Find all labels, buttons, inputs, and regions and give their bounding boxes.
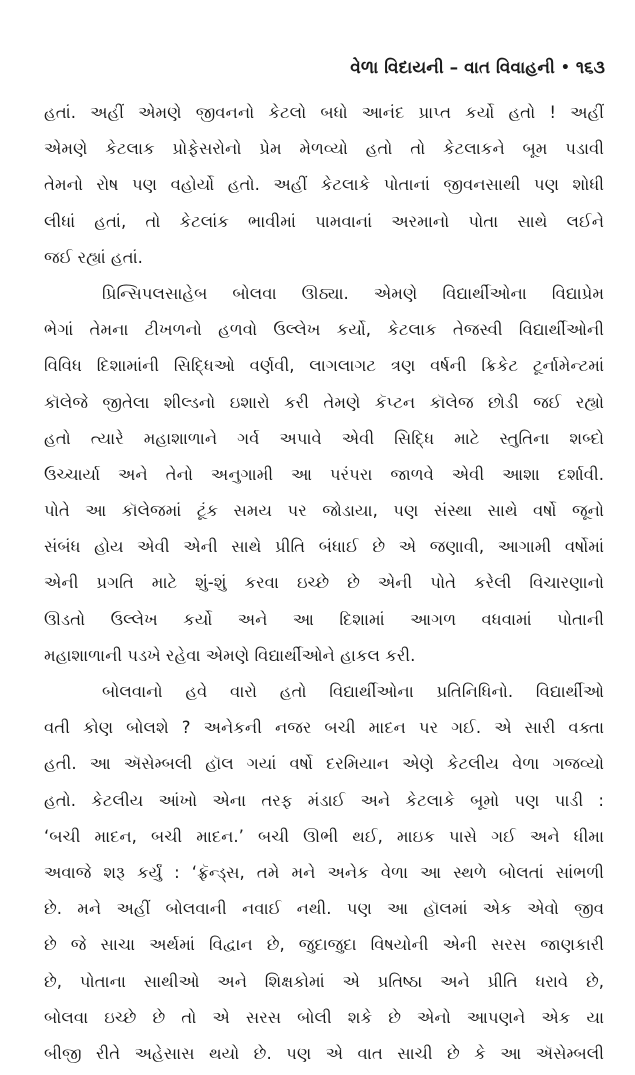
page-number: ૧૬૩: [575, 58, 605, 78]
text-line: વતી કોણ બોલશે ? અનેકની નજર બચી માદન પર ગઈ. એ સારી વક્તા: [44, 718, 604, 738]
text-line: કૉલેજે જીતેલા શીલ્ડનો ઇશારો કરી તેમણે કૅપ્ટન કૉલેજ છોડી જઈ રહ્યો: [44, 392, 604, 412]
header-bullet: •: [560, 60, 570, 76]
text-line: લીધાં હતાં, તો કેટલાંક ભાવીમાં પામવાનાં અરમાનો પોતા સાથે લઈને: [44, 211, 604, 231]
paragraph-first-line: પ્રિન્સિપલસાહેબ બોલવા ઊઠ્યા. એમણે વિદ્યાર્થીઓના વિદ્યાપ્રેમ: [102, 283, 604, 303]
text-line: અવાજે શરૂ કર્યું : ‘ફ્રૅન્ડ્સ, તમે મને અનેક વેળા આ સ્થળે બોલતાં સાંભળી: [44, 862, 604, 882]
body-text: [44, 98, 604, 1075]
text-line: હતો ત્યારે મહાશાળાને ગર્વ અપાવે એવી સિદ્ધિ માટે સ્તુતિના શબ્દો: [44, 428, 604, 448]
text-line: છે, પોતાના સાથીઓ અને શિક્ષકોમાં એ પ્રતિષ્ઠા અને પ્રીતિ ધરાવે છે,: [44, 971, 604, 991]
running-header: [350, 56, 605, 80]
text-line: એમણે કેટલાક પ્રોફેસરોનો પ્રેમ મેળવ્યો હતો તો કેટલાકને બૂમ પડાવી: [44, 139, 604, 159]
text-line: બોલવા ઇચ્છે છે તો એ સરસ બોલી શકે છે એનો આપણને એક યા: [44, 1007, 604, 1027]
text-line: વિવિધ દિશામાંની સિદ્ધિઓ વર્ણવી, લાગલાગટ ત્રણ વર્ષની ક્રિકેટ ટૂર્નામેન્ટમાં: [44, 356, 604, 376]
text-line: હતો. કેટલીય આંખો એના તરફ મંડાઈ અને કેટલાકે બૂમો પણ પાડી :: [44, 790, 604, 810]
text-line: ઊડતો ઉલ્લેખ કર્યો અને આ દિશામાં આગળ વધવામાં પોતાની: [44, 609, 604, 629]
text-line: હતાં. અહીં એમણે જીવનનો કેટલો બધો આનંદ પ્રાપ્ત કર્યો હતો ! અહીં: [44, 103, 604, 122]
text-line: ઉચ્ચાર્યા અને તેનો અનુગામી આ પરંપરા જાળવે એવી આશા દર્શાવી.: [44, 464, 604, 484]
text-line: જઈ રહ્યાં હતાં.: [44, 247, 143, 267]
text-line: બીજી રીતે અહેસાસ થયો છે. પણ એ વાત સાચી છે કે આ ઍસેમ્બલી: [44, 1043, 604, 1063]
text-line: ભેગાં તેમના ટીખળનો હળવો ઉલ્લેખ કર્યો, કેટલાક તેજસ્વી વિદ્યાર્થીઓની: [44, 320, 604, 340]
text-line: તેમનો રોષ પણ વહોર્યો હતો. અહીં કેટલાકે પોતાનાં જીવનસાથી પણ શોધી: [44, 175, 604, 195]
text-line: છે. મને અહીં બોલવાની નવાઈ નથી. પણ આ હૉલમાં એક એવો જીવ: [44, 899, 604, 919]
paragraph-first-line: બોલવાનો હવે વારો હતો વિદ્યાર્થીઓના પ્રતિનિધિનો. વિદ્યાર્થીઓ: [102, 682, 604, 701]
text-line: છે જે સાચા અર્થમાં વિદ્વાન છે, જુદાજુદા વિષયોની એની સરસ જાણકારી: [44, 935, 604, 955]
text-line: હતી. આ ઍસેમ્બલી હૉલ ગયાં વર્ષો દરમિયાન એણે કેટલીય વેળા ગજવ્યો: [44, 754, 604, 774]
chapter-title: વેળા વિદાયની – વાત વિવાહની: [350, 58, 555, 78]
text-line: સંબંધ હોય એવી એની સાથે પ્રીતિ બંધાઈ છે એ જણાવી, આગામી વર્ષોમાં: [44, 537, 604, 557]
text-line: મહાશાળાની પડખે રહેવા એમણે વિદ્યાર્થીઓને હાકલ કરી.: [44, 645, 416, 665]
text-line: એની પ્રગતિ માટે શું-શું કરવા ઇચ્છે છે એની પોતે કરેલી વિચારણાનો: [44, 573, 604, 593]
text-line: ‘બચી માદન, બચી માદન.’ બચી ઊભી થઈ, માઇક પાસે ગઈ અને ધીમા: [44, 826, 604, 846]
text-line: પોતે આ કૉલેજમાં ટૂંક સમય પર જોડાયા, પણ સંસ્થા સાથે વર્ષો જૂનો: [44, 501, 604, 521]
